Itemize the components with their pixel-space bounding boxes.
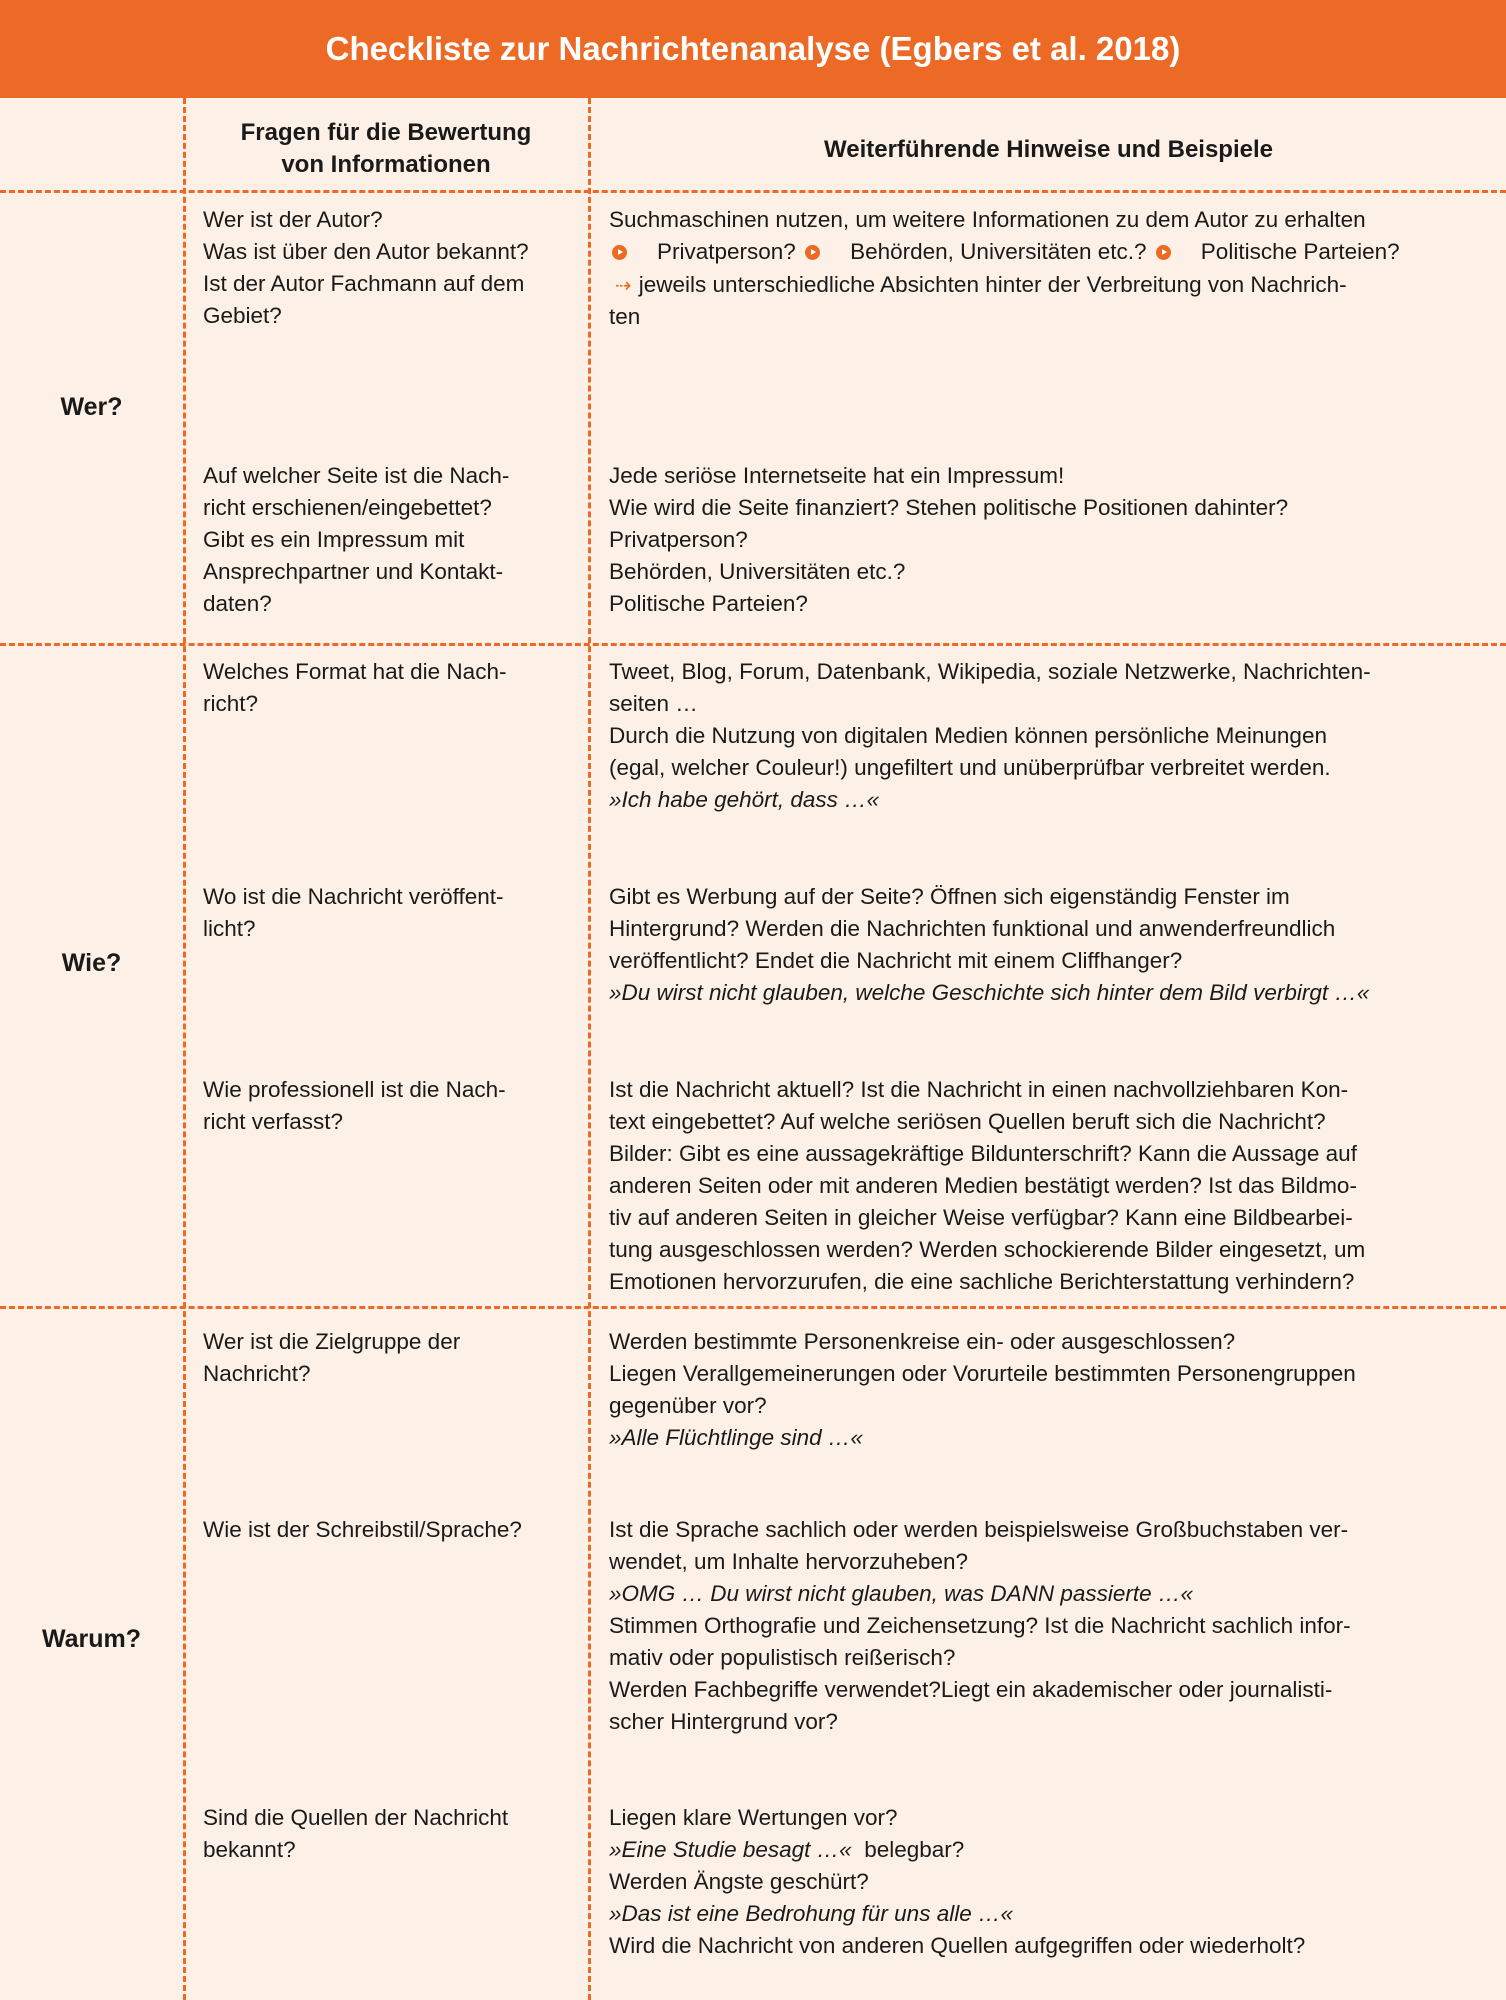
bullet-arrow-icon	[1156, 245, 1171, 260]
question-cell-published: Wo ist die Nachricht veröffent- licht?	[203, 884, 504, 941]
list-item: Behörden, Universitäten etc.?	[802, 236, 1146, 268]
question-cell-professional: Wie professionell ist die Nach- richt verfasst?	[203, 1077, 506, 1134]
question-cell-site: Auf welcher Seite ist die Nach- richt erschienen/eingebettet? Gibt es ein Impressum mit Ansprechpartner und Kontakt- daten?	[203, 463, 510, 616]
question-cell-sources: Sind die Quellen der Nachricht bekannt?	[203, 1805, 509, 1862]
hint-cell-audience: Werden bestimmte Personenkreise ein- oder ausgeschlossen? Liegen Verallgemeinerungen oder Vorurteile bestimmten Personengruppen gegenüber vor? »Alle Flüchtlinge sind …«	[609, 1329, 1356, 1450]
question-cell-style: Wie ist der Schreibstil/Sprache?	[203, 1517, 522, 1542]
section-divider-wie-warum	[0, 1306, 1506, 1309]
category-wer: Wer?	[60, 393, 123, 421]
question-cell-author: Wer ist der Autor? Was ist über den Autor bekannt? Ist der Autor Fachmann auf dem Gebiet?	[203, 207, 529, 328]
bullet-arrow-icon	[612, 245, 627, 260]
header-divider	[0, 190, 1506, 193]
list-item: Privatperson?	[609, 236, 796, 268]
hint-cell-author: Suchmaschinen nutzen, um weitere Informationen zu dem Autor zu erhalten Privatperson? Behörden, Universitäten etc.? Politische Parteien? ⇢ jeweils unterschiedliche Absichten hinter der Verbreitung von Nachrich- ten	[609, 207, 1400, 329]
list-item: Politische Parteien?	[1153, 236, 1400, 268]
question-cell-audience: Wer ist die Zielgruppe der Nachricht?	[203, 1329, 461, 1386]
hint-cell-site: Jede seriöse Internetseite hat ein Impressum! Wie wird die Seite finanziert? Stehen politische Positionen dahinter? Privatperson? Behörden, Universitäten etc.? Politische Parteien?	[609, 463, 1289, 616]
question-cell-format: Welches Format hat die Nach- richt?	[203, 659, 507, 716]
hint-cell-format: Tweet, Blog, Forum, Datenbank, Wikipedia, soziale Netzwerke, Nachrichten- seiten … Durch die Nutzung von digitalen Medien können persönliche Meinungen (egal, welcher Couleur!) ungefiltert und unüberprüfbar verbreitet werden. »Ich habe gehört, dass …«	[609, 659, 1371, 812]
hint-cell-sources: Liegen klare Wertungen vor? »Eine Studie besagt …« belegbar? Werden Ängste geschürt? »Das ist eine Bedrohung für uns alle …« Wird die Nachricht von anderen Quellen aufgegriffen oder wiederholt?	[609, 1805, 1306, 1958]
column-header-hints: Weiterführende Hinweise und Beispiele	[824, 136, 1273, 163]
category-warum: Warum?	[41, 1625, 142, 1653]
hint-cell-professional: Ist die Nachricht aktuell? Ist die Nachricht in einen nachvollziehbaren Kon- text eingebettet? Auf welche seriösen Quellen beruft sich die Nachricht? Bilder: Gibt es eine aussagekräftige Bildunterschrift? Kann die Aussage auf anderen Seiten oder mit anderen Medien bestätigt werden? Ist das Bildmo- tiv auf anderen Seiten in gleicher Weise verfügbar? Kann eine Bildbearbei- tung ausgeschlossen werden? Werden schockierende Bilder eingesetzt, um Emotionen hervorzurufen, die eine sachliche Berichterstattung verhindern?	[609, 1077, 1366, 1294]
column-divider-2	[588, 98, 591, 2000]
column-divider-1	[183, 98, 186, 2000]
category-wie: Wie?	[61, 949, 122, 977]
hint-cell-published: Gibt es Werbung auf der Seite? Öffnen sich eigenständig Fenster im Hintergrund? Werden die Nachrichten funktional und anwenderfreundlich veröffentlicht? Endet die Nachricht mit einem Cliffhanger? »Du wirst nicht glauben, welche Geschichte sich hinter dem Bild verbirgt …«	[609, 884, 1370, 1005]
section-divider-wer-wie	[0, 643, 1506, 646]
column-header-questions: Fragen für die Bewertung von Informationen	[240, 119, 532, 178]
bullet-arrow-icon	[805, 245, 820, 260]
page-title: Checkliste zur Nachrichtenanalyse (Egbers et al. 2018)	[0, 0, 1506, 98]
dotted-arrow-icon: ⇢	[615, 274, 630, 297]
hint-cell-style: Ist die Sprache sachlich oder werden beispielsweise Großbuchstaben ver- wendet, um Inhalte hervorzuheben? »OMG … Du wirst nicht glauben, was DANN passierte …« Stimmen Orthografie und Zeichensetzung? Ist die Nachricht sachlich infor- mativ oder populistisch reißerisch? Werden Fachbegriffe verwendet?Liegt ein akademischer oder journalisti- scher Hintergrund vor?	[609, 1517, 1351, 1734]
